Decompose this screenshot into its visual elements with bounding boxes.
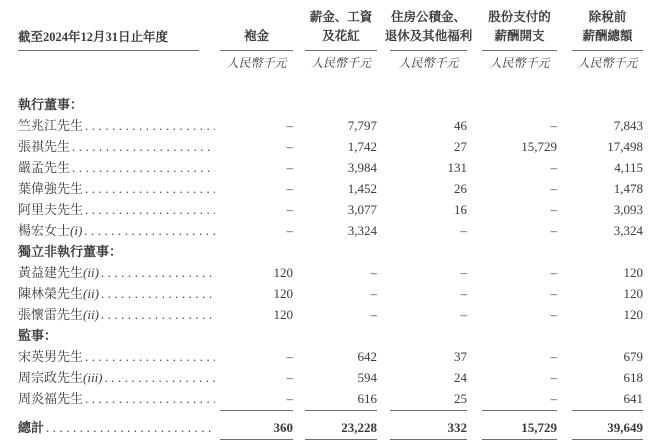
- period-header-cell: [18, 28, 220, 51]
- total-pretax-total: 39,649: [572, 410, 643, 441]
- value-share-based-payment: –: [550, 181, 557, 196]
- value-housing-retirement-benefits: –: [460, 307, 467, 322]
- section-label-cell: [18, 325, 220, 346]
- value-salary-wages-bonus: 7,797: [347, 118, 377, 133]
- value-fees: –: [286, 118, 293, 133]
- value-salary-wages-bonus: 616: [357, 391, 377, 406]
- row-label-cell: [18, 136, 220, 157]
- dot-leader: [99, 262, 215, 283]
- row-label-cell: [18, 115, 220, 136]
- value-share-based-payment: –: [550, 391, 557, 406]
- table-row: [18, 157, 643, 178]
- value-salary-wages-bonus: 1,742: [347, 139, 377, 154]
- value-share-based-payment: –: [550, 307, 557, 322]
- column-header-share-based-payment: 股份支付的 薪酬開支: [482, 8, 557, 51]
- value-share-based-payment: 15,729: [521, 139, 557, 154]
- value-share-based-payment: –: [550, 202, 557, 217]
- row-label-cell: [18, 283, 220, 304]
- person-name: 葉偉強先生: [18, 181, 84, 196]
- value-fees: –: [286, 391, 293, 406]
- value-pretax-total: 120: [623, 307, 643, 322]
- dot-leader: [83, 388, 215, 409]
- value-housing-retirement-benefits: 46: [454, 118, 467, 133]
- value-share-based-payment: –: [550, 118, 557, 133]
- currency-unit-label: 人民幣千元: [398, 56, 459, 70]
- value-share-based-payment: –: [550, 265, 557, 280]
- value-fees: 120: [273, 286, 293, 301]
- value-housing-retirement-benefits: 16: [454, 202, 467, 217]
- table-body: [18, 94, 643, 441]
- person-name: 楊宏女士: [18, 223, 71, 238]
- value-salary-wages-bonus: 3,077: [347, 202, 377, 217]
- value-salary-wages-bonus: –: [370, 307, 377, 322]
- value-salary-wages-bonus: 642: [357, 349, 377, 364]
- total-row: [18, 410, 643, 441]
- value-pretax-total: 618: [623, 370, 643, 385]
- table-row: [18, 388, 643, 409]
- table-row: [18, 262, 643, 283]
- row-label-cell: [18, 178, 220, 199]
- value-housing-retirement-benefits: 37: [454, 349, 467, 364]
- table-row: [18, 199, 643, 220]
- person-name: 陳林榮先生: [18, 286, 84, 301]
- value-fees: –: [286, 181, 293, 196]
- value-salary-wages-bonus: 1,452: [347, 181, 377, 196]
- person-name: 周炎福先生: [18, 391, 84, 406]
- currency-unit-label: 人民幣千元: [226, 56, 287, 70]
- value-pretax-total: 120: [623, 286, 643, 301]
- currency-units-row: [18, 54, 643, 72]
- total-label-cell: [18, 417, 220, 438]
- total-label: 總計: [18, 420, 45, 435]
- column-header-fees: 袍金: [220, 27, 293, 51]
- table-row: [18, 178, 643, 199]
- value-fees: –: [286, 370, 293, 385]
- dot-leader: [44, 417, 215, 438]
- value-pretax-total: 120: [623, 265, 643, 280]
- table-row: [18, 115, 643, 136]
- value-pretax-total: 641: [623, 391, 643, 406]
- row-label-cell: [18, 304, 220, 325]
- section-label-cell: [18, 94, 220, 115]
- dot-leader: [70, 136, 215, 157]
- value-housing-retirement-benefits: 24: [454, 370, 467, 385]
- value-fees: –: [286, 349, 293, 364]
- value-pretax-total: 4,115: [614, 160, 643, 175]
- value-pretax-total: 3,324: [613, 223, 643, 238]
- table-row: [18, 304, 643, 325]
- footnote-ref: (ii): [83, 265, 99, 280]
- table-row: [18, 367, 643, 388]
- row-label-cell: [18, 367, 220, 388]
- value-fees: 120: [273, 307, 293, 322]
- section-label-cell: [18, 241, 220, 262]
- value-share-based-payment: –: [550, 286, 557, 301]
- value-fees: –: [286, 223, 293, 238]
- table-row: [18, 136, 643, 157]
- person-name: 張祺先生: [18, 139, 71, 154]
- dot-leader: [83, 178, 215, 199]
- dot-leader: [83, 115, 215, 136]
- person-name: 黃益建先生: [18, 265, 84, 280]
- person-name: 竺兆江先生: [18, 118, 84, 133]
- total-salary-wages-bonus: 23,228: [305, 410, 377, 441]
- section-header-row: [18, 94, 643, 115]
- value-fees: –: [286, 139, 293, 154]
- person-name: 宋英男先生: [18, 349, 84, 364]
- footnote-ref: (iii): [83, 370, 103, 385]
- value-fees: 120: [273, 265, 293, 280]
- value-housing-retirement-benefits: 26: [454, 181, 467, 196]
- value-salary-wages-bonus: 3,984: [347, 160, 377, 175]
- value-housing-retirement-benefits: 131: [447, 160, 467, 175]
- dot-leader: [82, 220, 215, 241]
- value-share-based-payment: –: [550, 370, 557, 385]
- row-label-cell: [18, 388, 220, 409]
- value-share-based-payment: –: [550, 160, 557, 175]
- row-label-cell: [18, 220, 220, 241]
- section-label: 獨立非執行董事：: [18, 244, 123, 259]
- value-salary-wages-bonus: –: [370, 265, 377, 280]
- value-housing-retirement-benefits: 25: [454, 391, 467, 406]
- value-salary-wages-bonus: 3,324: [347, 223, 377, 238]
- dot-leader: [83, 199, 215, 220]
- footnote-ref: (ii): [83, 307, 99, 322]
- units-spacer: [18, 54, 220, 72]
- column-header-salary-wages-bonus: 薪金、工資 及花紅: [305, 8, 377, 51]
- table-row: [18, 283, 643, 304]
- section-label: 執行董事：: [18, 97, 84, 112]
- currency-unit-label: 人民幣千元: [489, 56, 550, 70]
- person-name: 張懷雷先生: [18, 307, 84, 322]
- value-pretax-total: 3,093: [613, 202, 643, 217]
- value-housing-retirement-benefits: 27: [454, 139, 467, 154]
- total-share-based-payment: 15,729: [482, 410, 557, 441]
- value-housing-retirement-benefits: –: [460, 286, 467, 301]
- value-salary-wages-bonus: –: [370, 286, 377, 301]
- table-row: [18, 220, 643, 241]
- value-share-based-payment: –: [550, 223, 557, 238]
- value-pretax-total: 17,498: [607, 139, 643, 154]
- currency-unit-label: 人民幣千元: [577, 56, 638, 70]
- row-label-cell: [18, 262, 220, 283]
- row-label-cell: [18, 157, 220, 178]
- table-row: [18, 346, 643, 367]
- value-housing-retirement-benefits: –: [460, 265, 467, 280]
- section-label: 監事：: [18, 328, 58, 343]
- total-housing-retirement-benefits: 332: [390, 410, 467, 441]
- column-header-housing-retirement-benefits: 住房公積金、 退休及其他福利: [390, 8, 467, 51]
- row-label-cell: [18, 199, 220, 220]
- value-share-based-payment: –: [550, 349, 557, 364]
- value-housing-retirement-benefits: –: [460, 223, 467, 238]
- dot-leader: [103, 367, 215, 388]
- footnote-ref: (ii): [83, 286, 99, 301]
- person-name: 嚴孟先生: [18, 160, 71, 175]
- value-pretax-total: 1,478: [613, 181, 643, 196]
- dot-leader: [99, 283, 215, 304]
- column-header-pretax-total: 除稅前 薪酬總額: [572, 8, 643, 51]
- currency-unit-label: 人民幣千元: [310, 56, 371, 70]
- section-header-row: [18, 241, 643, 262]
- person-name: 阿里夫先生: [18, 202, 84, 217]
- value-pretax-total: 679: [623, 349, 643, 364]
- row-label-cell: [18, 346, 220, 367]
- person-name: 周宗政先生: [18, 370, 84, 385]
- value-pretax-total: 7,843: [613, 118, 643, 133]
- dot-leader: [99, 304, 215, 325]
- footnote-ref: (i): [70, 223, 83, 238]
- value-fees: –: [286, 202, 293, 217]
- value-fees: –: [286, 160, 293, 175]
- period-label: 截至2024年12月31日止年度: [18, 28, 199, 51]
- value-salary-wages-bonus: 594: [357, 370, 377, 385]
- dot-leader: [83, 346, 215, 367]
- total-fees: 360: [220, 410, 293, 441]
- table-header-row: [18, 8, 643, 51]
- section-header-row: [18, 325, 643, 346]
- dot-leader: [70, 157, 215, 178]
